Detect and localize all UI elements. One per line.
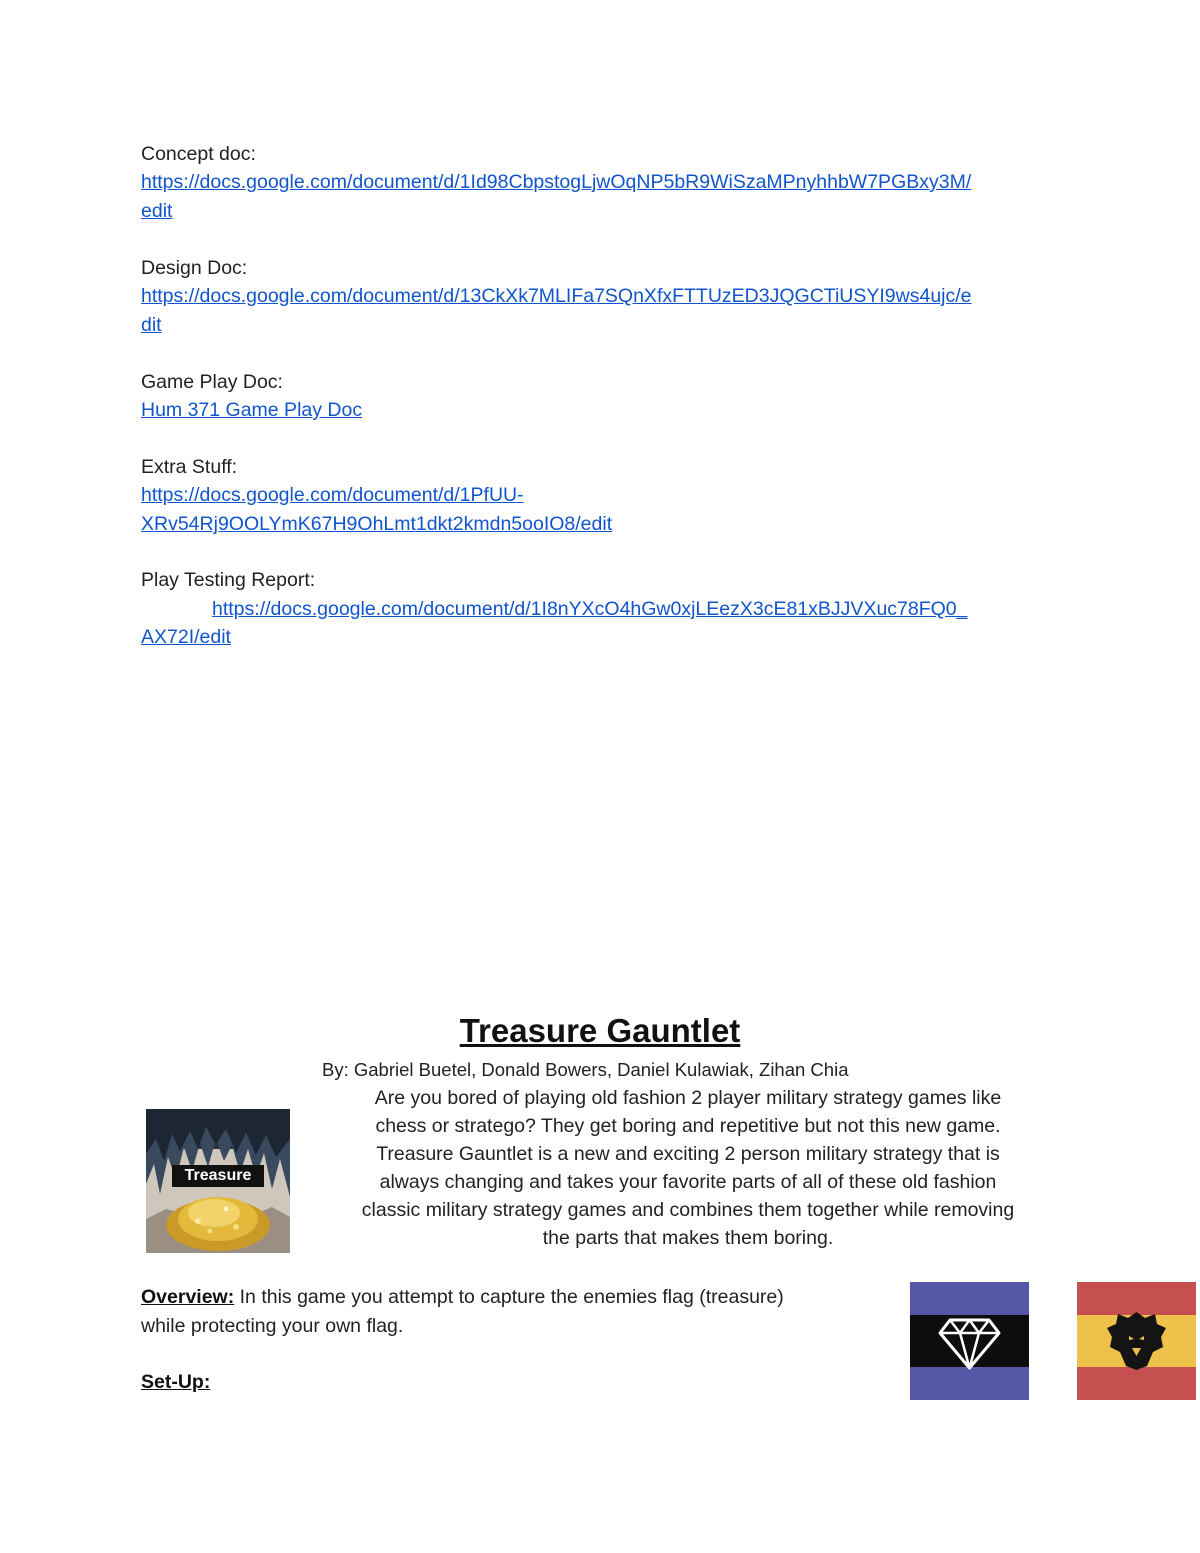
gameplay-doc-label: Game Play Doc: (141, 371, 283, 393)
design-doc-label: Design Doc: (141, 257, 248, 279)
pitch-line: always changing and takes your favorite parts of all of these old fashion (379, 1171, 997, 1193)
extra-stuff-link[interactable]: https://docs.google.com/document/d/1PfUU- (141, 484, 524, 506)
pitch-line: chess or stratego? They get boring and repetitive but not this new game. (375, 1115, 1001, 1137)
diamond-icon (910, 1282, 1029, 1400)
design-doc-link[interactable]: https://docs.google.com/document/d/13CkXk7MLIFa7SQnXfxFTTUzED3JQGCTiUSYI9ws4ujc/e (141, 285, 972, 307)
setup-heading: Set-Up: (141, 1371, 211, 1393)
pitch-paragraph (320, 1084, 1056, 1252)
play-testing-link-cont[interactable]: AX72I/edit (141, 626, 231, 648)
overview-heading: Overview: (141, 1286, 235, 1308)
treasure-cover-image (146, 1109, 290, 1253)
pitch-line: Treasure Gauntlet is a new and exciting 2 person military strategy that is (376, 1143, 1000, 1165)
design-doc-link-cont[interactable]: dit (141, 314, 162, 336)
lion-head-icon (1077, 1282, 1196, 1400)
extra-stuff-label: Extra Stuff: (141, 456, 238, 478)
pitch-line: the parts that makes them boring. (542, 1227, 834, 1249)
overview-paragraph (141, 1283, 784, 1311)
extra-stuff-link-cont[interactable]: XRv54Rj9OOLYmK67H9OhLmt1dkt2kmdn5ooIO8/edit (141, 513, 613, 535)
cover-title-label: Treasure (184, 1167, 252, 1184)
play-testing-label: Play Testing Report: (141, 569, 316, 591)
authors-byline: By: Gabriel Buetel, Donald Bowers, Daniel Kulawiak, Zihan Chia (322, 1059, 849, 1080)
overview-text-cont: while protecting your own flag. (141, 1315, 404, 1337)
game-title: Treasure Gauntlet (459, 1012, 741, 1049)
overview-text: In this game you attempt to capture the enemies flag (treasure) (234, 1286, 784, 1308)
concept-doc-label: Concept doc: (141, 143, 256, 165)
concept-doc-link[interactable]: https://docs.google.com/document/d/1Id98CbpstogLjwOqNP5bR9WiSzaMPnyhhbW7PGBxy3M/ (141, 171, 972, 193)
pitch-line: Are you bored of playing old fashion 2 player military strategy games like (374, 1087, 1002, 1109)
concept-doc-link-cont[interactable]: edit (141, 200, 173, 222)
pitch-line: classic military strategy games and combines them together while removing (361, 1199, 1015, 1221)
red-team-flag (1077, 1282, 1196, 1400)
gameplay-doc-link[interactable]: Hum 371 Game Play Doc (141, 399, 363, 421)
blue-team-flag (910, 1282, 1029, 1400)
play-testing-link[interactable]: https://docs.google.com/document/d/1I8nYXcO4hGw0xjLEezX3cE81xBJJVXuc78FQ0_ (212, 598, 968, 620)
